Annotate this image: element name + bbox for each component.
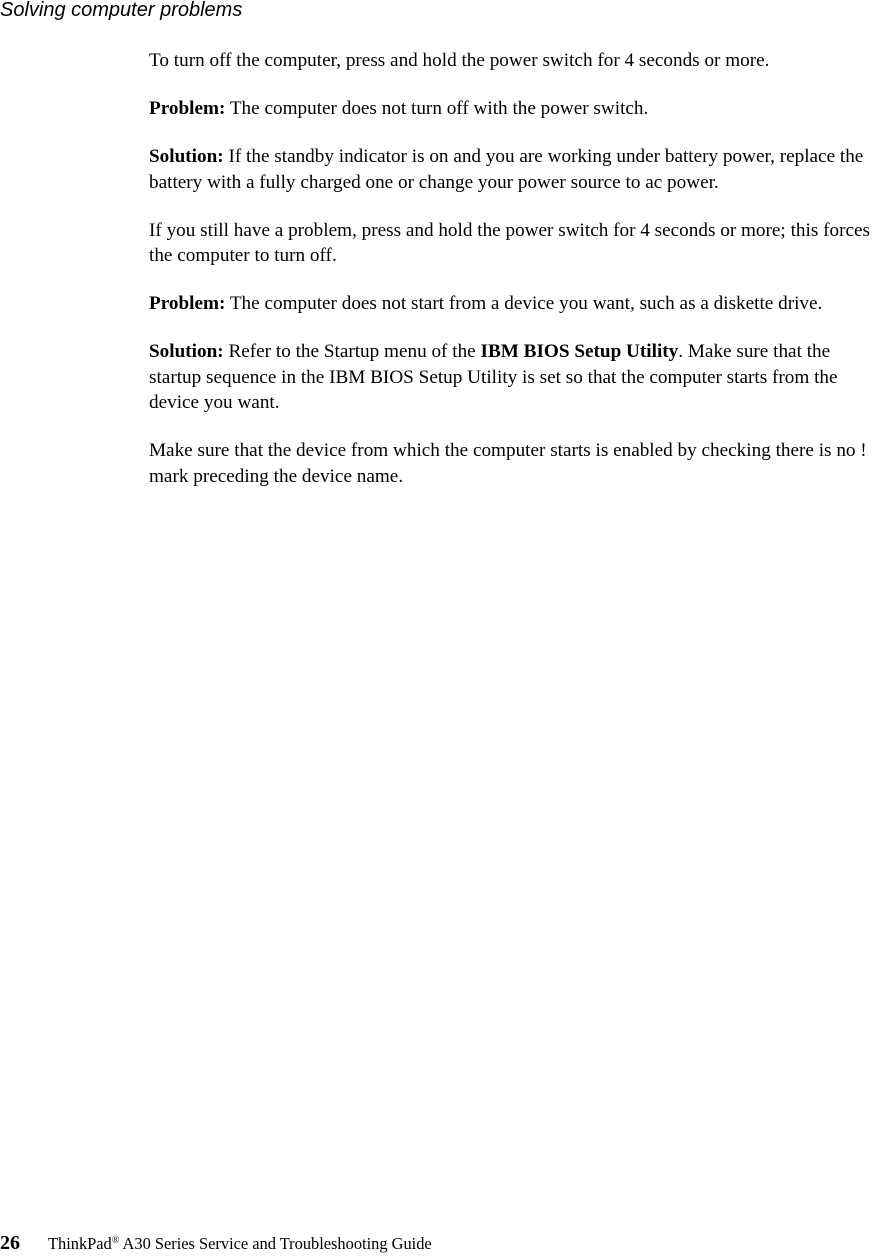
solution-text-after: . Make sure that the startup sequence in the IBM BIOS Setup Utility is set so that the computer starts from the device you want. <box>149 341 838 413</box>
problem-label: Problem: <box>149 98 226 119</box>
problem-no-turn-off <box>149 96 878 122</box>
section-header: Solving computer problems <box>0 0 243 21</box>
paragraph-power-off <box>149 48 878 74</box>
problem-no-start-device <box>149 291 878 317</box>
solution-label: Solution: <box>149 146 224 167</box>
problem-text: The computer does not start from a device you want, such as a diskette drive. <box>225 293 823 314</box>
solution-battery <box>149 144 878 195</box>
paragraph-text: If you still have a problem, press and hold the power switch for 4 seconds or more; this forces the computer to turn off. <box>149 219 870 266</box>
bios-utility-name: IBM BIOS Setup Utility <box>480 341 679 362</box>
paragraph-text: To turn off the computer, press and hold the power switch for 4 seconds or more. <box>149 50 770 71</box>
body-content <box>149 48 878 512</box>
book-title-rest: A30 Series Service and Troubleshooting Guide <box>119 1234 432 1253</box>
registered-mark: ® <box>111 1235 120 1246</box>
solution-startup-menu <box>149 339 878 416</box>
brand-name: ThinkPad <box>48 1234 112 1253</box>
solution-text: If the standby indicator is on and you are working under battery power, replace the battery with a fully charged one or change your power source to ac power. <box>149 146 864 193</box>
problem-label: Problem: <box>149 293 226 314</box>
paragraph-text: Make sure that the device from which the computer starts is enabled by checking there is no ! mark preceding the device name. <box>149 440 867 487</box>
solution-label: Solution: <box>149 341 224 362</box>
paragraph-still-problem <box>149 218 878 269</box>
problem-text: The computer does not turn off with the power switch. <box>225 98 649 119</box>
paragraph-device-enabled <box>149 438 878 489</box>
book-title <box>48 1234 432 1253</box>
solution-text-before: Refer to the Startup menu of the <box>223 341 481 362</box>
page-number: 26 <box>0 1232 20 1254</box>
page-footer <box>0 1232 432 1255</box>
